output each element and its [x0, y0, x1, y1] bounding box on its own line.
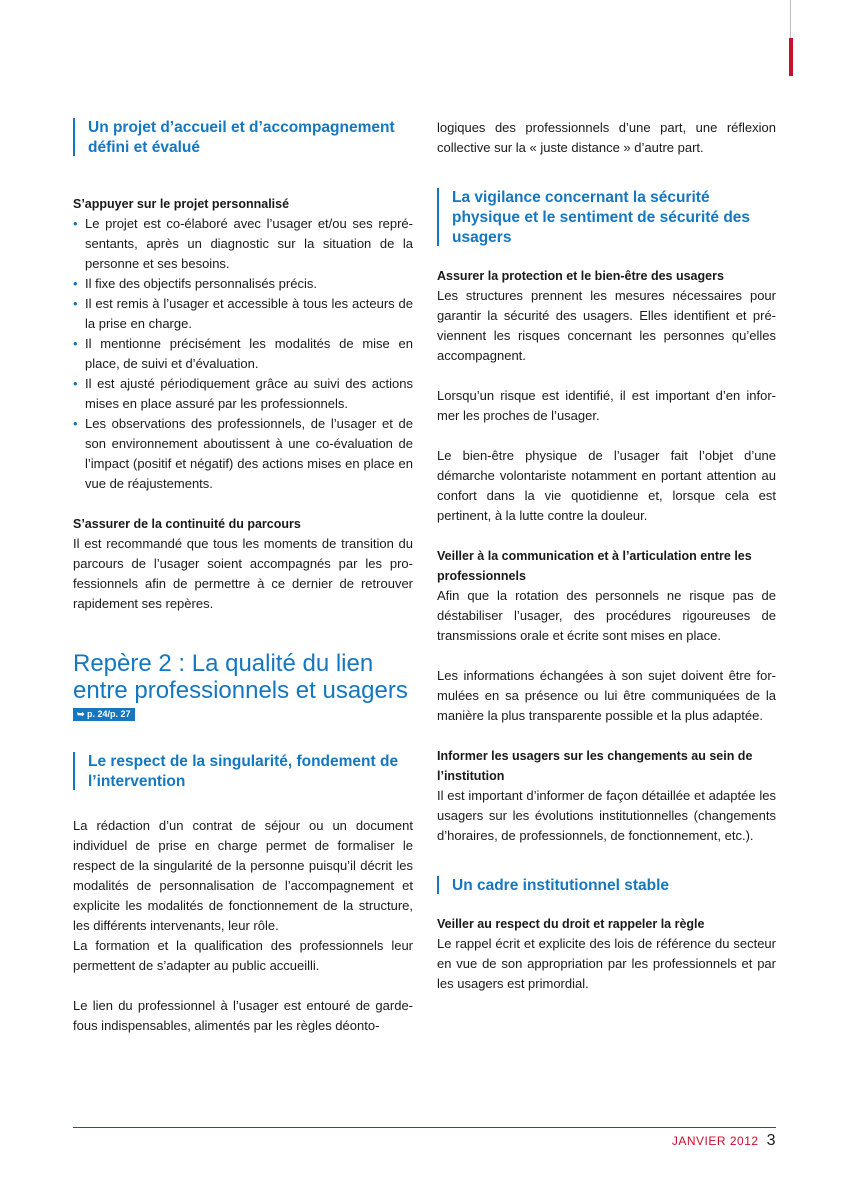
bullet-list: [73, 214, 413, 494]
list-item: • Il fixe des objectifs personnalisés précis.: [73, 274, 413, 294]
paragraph-continuite: Il est recommandé que tous les moments de transition du parcours de l’usager soient accompagnés par les pro-fessionnels afin de permettre à ce dernier de retrouver rapidement ses repères.: [73, 536, 413, 611]
paragraph-formation: La formation et la qualification des professionnels leur permettent de s’adapter au public accueilli.: [73, 938, 413, 973]
paragraph-informations: Les informations échangées à son sujet doivent être for-mulées en sa présence ou lui être communiquées de la manière la plus transparente possible et la plus adaptée.: [437, 668, 776, 723]
paragraph-rappel: Le rappel écrit et explicite des lois de référence du secteur en vue de son appropriation par les professionnels et par les usagers est primordial.: [437, 936, 776, 991]
paragraph-contrat-sejour: La rédaction d’un contrat de séjour ou un document individuel de prise en charge permet de formaliser le respect de la singularité de la personne puisqu’il décrit les modalités de personnalisation de l’accompagnement et explicite les modalités de fonctionnement de la structure, les différents intervenants, leur rôle.: [73, 818, 413, 933]
footer-date: JANVIER 2012: [671, 1134, 759, 1148]
corner-mark: [789, 38, 793, 76]
section-heading-vigilance: La vigilance concernant la sécurité physique et le sentiment de sécurité des usagers: [437, 188, 776, 248]
left-column: [73, 118, 413, 1036]
subhead-droit: Veiller au respect du droit et rappeler la règle: [437, 917, 705, 931]
list-item: • Il est ajusté périodiquement grâce au suivi des actions mises en place assuré par les professionnels.: [73, 374, 413, 414]
section-heading-cadre: Un cadre institutionnel stable: [437, 876, 776, 896]
right-column: [437, 118, 776, 994]
list-item: • Les observations des professionnels, de l’usager et de son environnement aboutissent à une co-évaluation de l’impact (positif et négatif) des actions mises en place en vue de réajustements.: [73, 414, 413, 494]
paragraph-risque: Lorsqu’un risque est identifié, il est important d’en infor-mer les proches de l’usager.: [437, 388, 776, 423]
paragraph-lien-professionnel: Le lien du professionnel à l’usager est entouré de garde-fous indispensables, alimentés par les règles déonto-: [73, 998, 413, 1033]
repere-title: [73, 650, 413, 704]
subhead-communication: Veiller à la communication et à l’articulation entre les professionnels: [437, 549, 752, 583]
section-heading-projet: Un projet d’accueil et d’accompagnement défini et évalué: [73, 118, 413, 158]
list-item: • Il est remis à l’usager et accessible à tous les acteurs de la prise en charge.: [73, 294, 413, 334]
list-item: • Il mentionne précisément les modalités de mise en place, de suivi et d’évaluation.: [73, 334, 413, 374]
paragraph-bien-etre: Le bien-être physique de l’usager fait l’objet d’une démarche volontariste notamment en portant attention au confort dans la vie quotidienne et, lorsque cela est pertinent, à la lutte contre la douleur.: [437, 448, 776, 523]
subhead-protection: Assurer la protection et le bien-être des usagers: [437, 269, 724, 283]
paragraph-continuation: logiques des professionnels d’une part, une réflexion collective sur la « juste distance » d’autre part.: [437, 120, 776, 155]
section-heading-singularite: Le respect de la singularité, fondement de l’intervention: [73, 752, 413, 792]
page-number: 3: [766, 1132, 776, 1149]
subhead-projet-personnalise: S’appuyer sur le projet personnalisé: [73, 197, 290, 211]
paragraph-mesures: Les structures prennent les mesures nécessaires pour garantir la sécurité des usagers. Elles identifient et pré-viennent les risques concernant les personnes qu’elles accompagnent.: [437, 288, 776, 363]
list-item: • Le projet est co-élaboré avec l’usager et/ou ses repré-sentants, après un diagnostic sur la situation de la personne et ses besoins.: [73, 214, 413, 274]
subhead-informer: Informer les usagers sur les changements au sein de l’institution: [437, 749, 753, 783]
repere-title-line-1: Repère 2 : La qualité du lien: [73, 650, 374, 677]
page-reference-badge: ➥ p. 24/p. 27: [73, 708, 135, 721]
repere-title-line-2: entre professionnels et usagers: [73, 677, 408, 704]
footer: [672, 1132, 776, 1150]
paragraph-rotation: Afin que la rotation des personnels ne risque pas de déstabiliser l’usager, des procédures rigoureuses de transmissions orale et écrite sont mises en place.: [437, 588, 776, 643]
footer-rule: [73, 1127, 776, 1128]
subhead-continuite: S’assurer de la continuité du parcours: [73, 517, 301, 531]
paragraph-evolutions: Il est important d’informer de façon détaillée et adaptée les usagers sur les évolutions institutionnelles (changements d’horaires, de professionnels, de fonctionnement, etc.).: [437, 788, 776, 843]
